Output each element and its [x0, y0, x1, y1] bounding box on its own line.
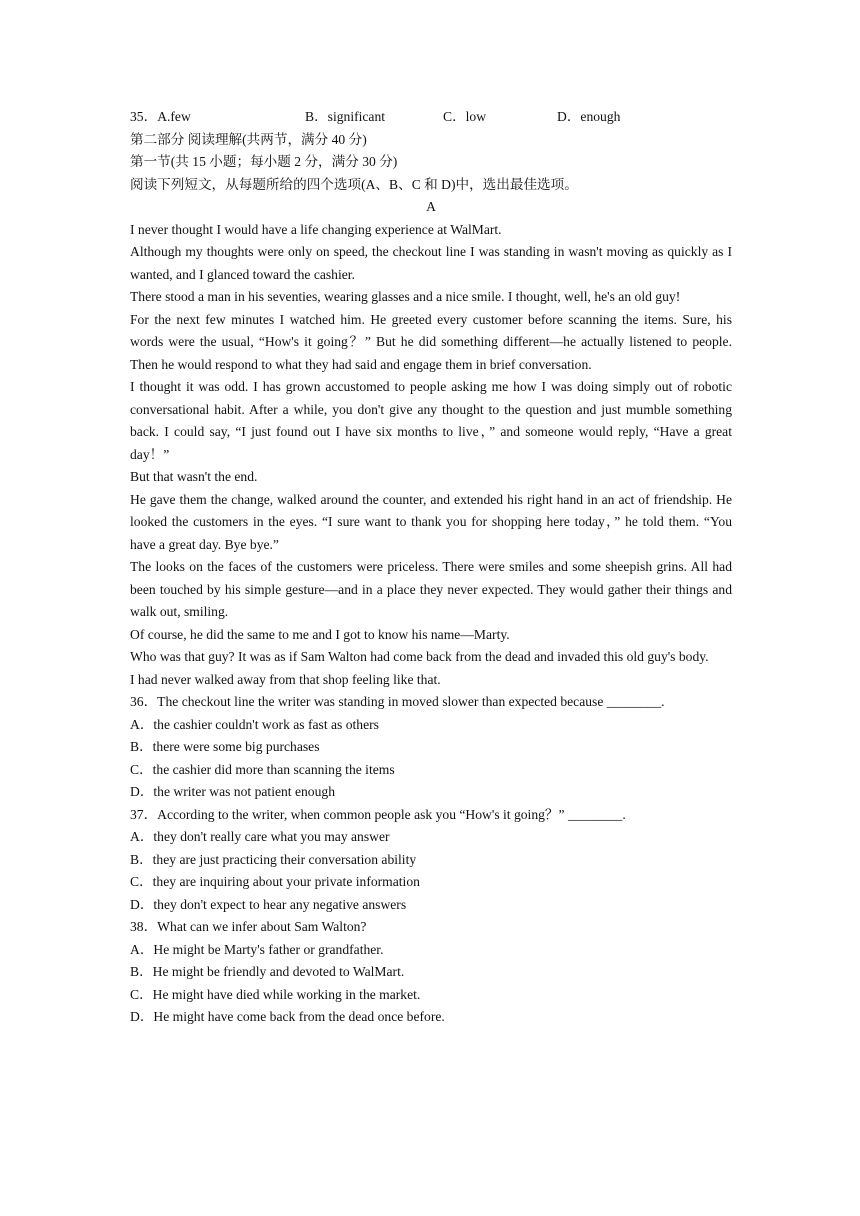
q35-option-a-text: A.few	[157, 109, 191, 124]
passage-paragraph: I thought it was odd. I has grown accustomed to people asking me how I was doing simply out of robotic conversational habit. After a while, you don't give any thought to the question and just mumble something back. I could say, “I just found out I have six months to live，” and someone would reply, “Have a great day！”	[130, 379, 732, 462]
passage-paragraph: For the next few minutes I watched him. He greeted every customer before scanning the items. Sure, his words were the usual, “How's it going？” But he did something different—he actually listened to people. Then he would respond to what they had said and engage them in brief conversation.	[130, 311, 732, 372]
passage-paragraph: I had never walked away from that shop feeling like that.	[130, 671, 441, 687]
passage	[130, 219, 732, 692]
q35-number: 35．	[130, 109, 158, 124]
passage-paragraph: Although my thoughts were only on speed, the checkout line I was standing in wasn't moving as quickly as I wanted, and I glanced toward the cashier.	[130, 244, 732, 282]
q35-option-c: C．low	[443, 109, 487, 124]
answer-option: C．they are inquiring about your private information	[130, 874, 420, 889]
answer-option: D．the writer was not patient enough	[130, 784, 335, 799]
passage-paragraph: I never thought I would have a life changing experience at WalMart.	[130, 221, 502, 237]
question-38	[130, 916, 732, 1029]
answer-option: A．the cashier couldn't work as fast as others	[130, 716, 379, 732]
answer-option: B．they are just practicing their conversation ability	[130, 851, 417, 867]
section1-title: 第一节(共 15 小题；每小题 2 分，满分 30 分)	[130, 154, 398, 169]
part2-title: 第二部分 阅读理解(共两节，满分 40 分)	[130, 131, 367, 147]
q35-option-b: B．significant	[305, 109, 386, 124]
answer-option: C．He might have died while working in the market.	[130, 986, 421, 1002]
question-37	[130, 804, 732, 917]
answer-option: B．He might be friendly and devoted to WalMart.	[130, 964, 405, 979]
q35-option-d: D．enough	[557, 109, 621, 124]
question-stem: 37．According to the writer, when common people ask you “How's it going？” ________.	[130, 806, 626, 822]
question-36	[130, 691, 732, 804]
passage-paragraph: There stood a man in his seventies, wearing glasses and a nice smile. I thought, well, he's an old guy!	[130, 289, 681, 304]
answer-option: A．they don't really care what you may answer	[130, 829, 390, 844]
instructions: 阅读下列短文，从每题所给的四个选项(A、B、C 和 D)中，选出最佳选项。	[130, 176, 578, 192]
passage-label: A	[426, 199, 436, 214]
answer-option: D．they don't expect to hear any negative answers	[130, 896, 407, 912]
question-stem: 38．What can we infer about Sam Walton?	[130, 919, 367, 934]
passage-paragraph: Of course, he did the same to me and I got to know his name—Marty.	[130, 626, 510, 642]
passage-paragraph: Who was that guy? It was as if Sam Walton had come back from the dead and invaded this old guy's body.	[130, 649, 709, 664]
q35-option-a	[130, 106, 305, 129]
q35-options	[130, 106, 732, 129]
passage-paragraph: The looks on the faces of the customers were priceless. There were smiles and some sheepish grins. All had been touched by his simple gesture—and in a place they never expected. They would gather their things and walk out, smiling.	[130, 559, 732, 619]
answer-option: B．there were some big purchases	[130, 739, 320, 754]
answer-option: D．He might have come back from the dead once before.	[130, 1009, 445, 1024]
answer-option: A．He might be Marty's father or grandfather.	[130, 941, 384, 957]
question-stem: 36．The checkout line the writer was standing in moved slower than expected because ________.	[130, 694, 665, 709]
answer-option: C．the cashier did more than scanning the items	[130, 761, 395, 777]
document-page	[130, 106, 732, 1029]
passage-paragraph: But that wasn't the end.	[130, 469, 258, 484]
passage-paragraph: He gave them the change, walked around the counter, and extended his right hand in an act of friendship. He looked the customers in the eyes. “I sure want to thank you for shopping here today，” he told them. “You have a great day. Bye bye.”	[130, 491, 732, 552]
